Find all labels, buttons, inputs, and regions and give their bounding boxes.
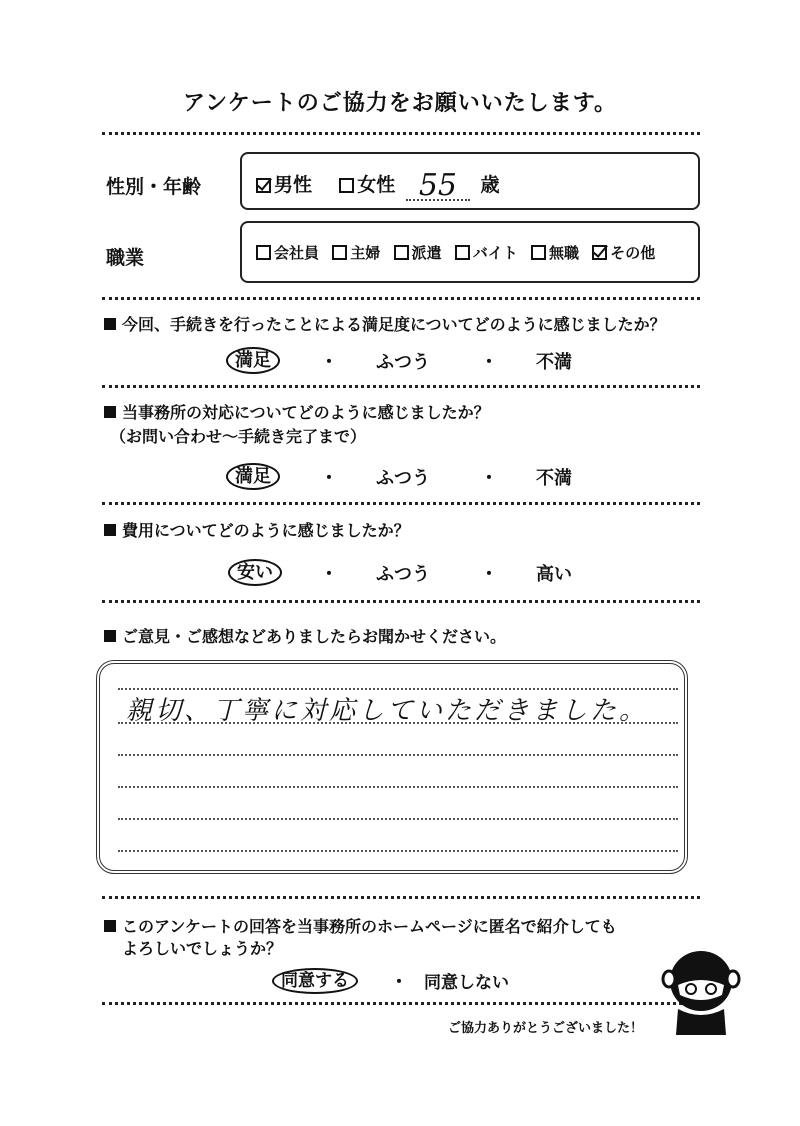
- separator: ・: [320, 352, 338, 373]
- divider: [102, 600, 700, 603]
- question-1: [104, 312, 666, 335]
- ruled-line: [118, 850, 678, 852]
- option-label: その他: [610, 244, 656, 262]
- male-label: 男性: [274, 174, 313, 196]
- divider: [102, 502, 700, 505]
- question-5-line2: よろしいでしょうか？: [122, 939, 283, 958]
- divider: [102, 297, 700, 300]
- question-4: [104, 624, 506, 647]
- occupation-option[interactable]: [256, 244, 319, 262]
- bullet-square-icon: [104, 920, 116, 932]
- divider: [102, 132, 700, 135]
- q1-option-dissatisfied[interactable]: 不満: [536, 352, 572, 373]
- q2-option-dissatisfied[interactable]: 不満: [536, 468, 572, 489]
- bullet-square-icon: [104, 630, 116, 642]
- ruled-line: [118, 818, 678, 820]
- option-label: バイト: [472, 244, 518, 262]
- checkbox-checked[interactable]: [592, 245, 607, 260]
- question-3: [104, 518, 410, 541]
- occupation-option[interactable]: [455, 244, 518, 262]
- separator: ・: [480, 352, 498, 373]
- selected-option: 満足: [226, 347, 280, 374]
- q1-option-satisfied[interactable]: [226, 346, 280, 372]
- occupation-option[interactable]: [531, 244, 579, 262]
- selected-option: 同意する: [272, 968, 358, 994]
- q3-option-expensive[interactable]: 高い: [536, 564, 572, 585]
- checkbox[interactable]: [256, 245, 271, 260]
- option-label: 会社員: [274, 244, 320, 262]
- separator: ・: [390, 972, 408, 993]
- question-2-subtext: （お問い合わせ～手続き完了まで）: [110, 427, 367, 446]
- age-unit: 歳: [480, 174, 500, 196]
- female-checkbox[interactable]: [339, 178, 354, 193]
- selected-option: 満足: [226, 463, 280, 490]
- option-label: 主婦: [350, 244, 381, 262]
- thanks-message: ご協力ありがとうございました！: [448, 1021, 644, 1036]
- question-text: 費用についてどのように感じましたか？: [122, 521, 410, 540]
- mascot-icon: [660, 935, 742, 1039]
- ruled-line: [118, 754, 678, 756]
- option-label: 派遣: [411, 244, 442, 262]
- separator: ・: [320, 564, 338, 585]
- occupation-option[interactable]: [394, 244, 442, 262]
- q1-option-normal[interactable]: ふつう: [376, 352, 430, 373]
- checkbox[interactable]: [455, 245, 470, 260]
- divider: [102, 896, 700, 899]
- selected-option: 安い: [228, 559, 282, 586]
- separator: ・: [480, 468, 498, 489]
- separator: ・: [320, 468, 338, 489]
- male-checkbox[interactable]: [256, 178, 271, 193]
- survey-title: アンケートのご協力をお願いいたします。: [183, 91, 617, 116]
- q2-option-satisfied[interactable]: [226, 462, 280, 488]
- separator: ・: [480, 564, 498, 585]
- question-5: [104, 914, 617, 937]
- ruled-line: [118, 786, 678, 788]
- checkbox[interactable]: [332, 245, 347, 260]
- q3-option-normal[interactable]: ふつう: [376, 564, 430, 585]
- question-text: このアンケートの回答を当事務所のホームページに匿名で紹介しても: [122, 917, 617, 936]
- option-label: 無職: [549, 244, 580, 262]
- divider: [102, 385, 700, 388]
- comment-answer[interactable]: 親切、丁寧に対応していただきました。: [126, 696, 649, 726]
- bullet-square-icon: [104, 318, 116, 330]
- gender-age-fields: [256, 170, 500, 201]
- occupation-options: [256, 242, 663, 263]
- question-text: ご意見・ご感想などありましたらお聞かせください。: [122, 627, 507, 646]
- q2-option-normal[interactable]: ふつう: [376, 468, 430, 489]
- checkbox[interactable]: [531, 245, 546, 260]
- bullet-square-icon: [104, 406, 116, 418]
- occupation-option[interactable]: [592, 244, 655, 262]
- bullet-square-icon: [104, 524, 116, 536]
- question-2: [104, 400, 490, 423]
- checkbox[interactable]: [394, 245, 409, 260]
- divider: [102, 1002, 700, 1005]
- question-text: 今回、手続きを行ったことによる満足度についてどのように感じましたか？: [122, 315, 666, 334]
- question-text: 当事務所の対応についてどのように感じましたか？: [122, 403, 490, 422]
- gender-age-label: 性別・年齢: [106, 176, 202, 198]
- q5-option-agree[interactable]: [272, 966, 358, 991]
- occupation-option[interactable]: [332, 244, 380, 262]
- occupation-label: 職業: [106, 247, 145, 269]
- age-input[interactable]: 55: [406, 173, 470, 201]
- female-label: 女性: [357, 174, 396, 196]
- q5-option-disagree[interactable]: 同意しない: [424, 973, 509, 993]
- q3-option-cheap[interactable]: [228, 558, 282, 584]
